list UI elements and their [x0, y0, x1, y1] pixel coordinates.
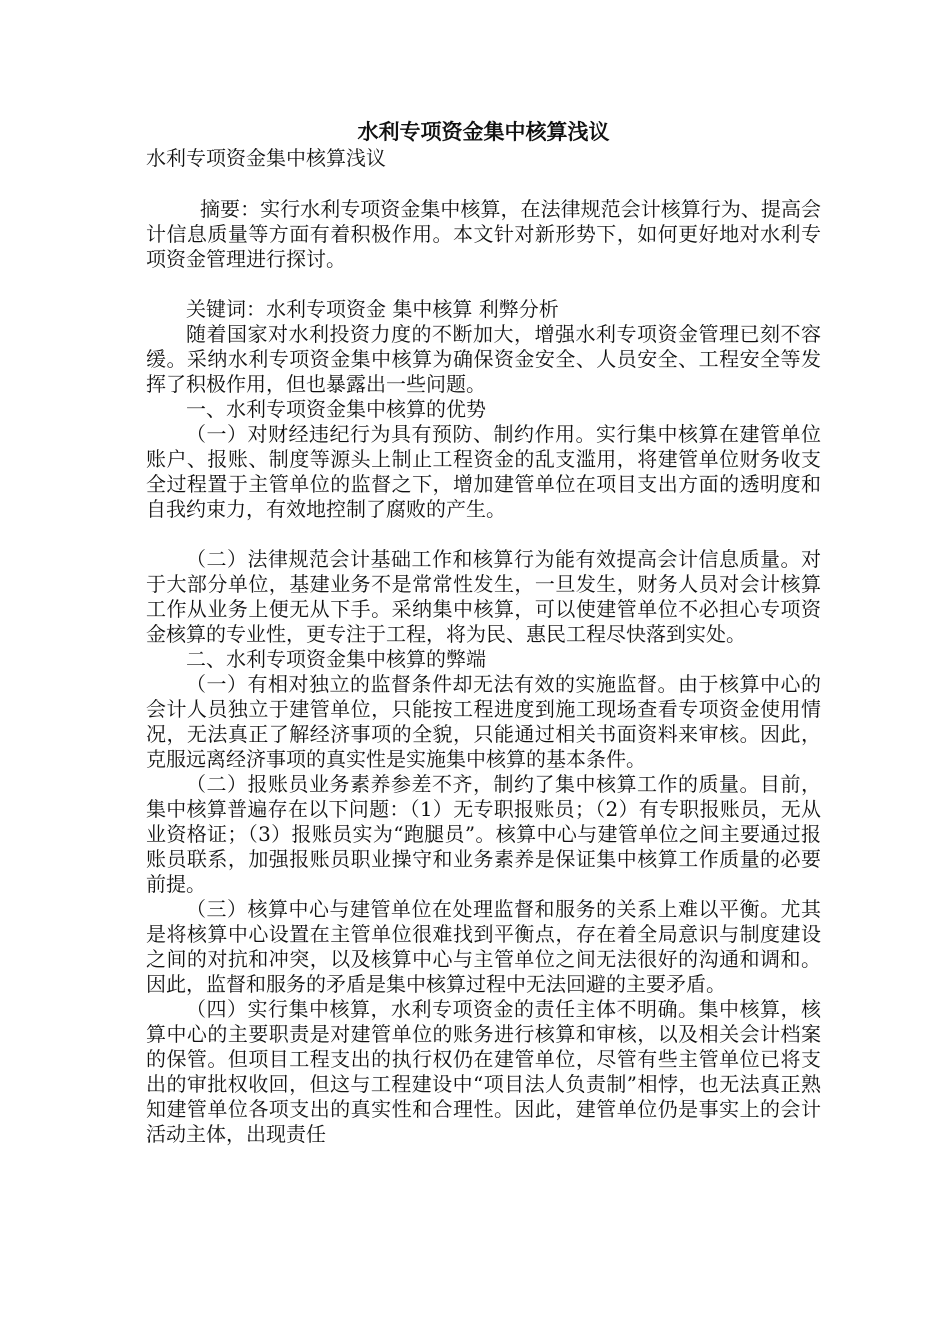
body-paragraph: （四）实行集中核算，水利专项资金的责任主体不明确。集中核算，核算中心的主要职责是对建管单位的账务进行核算和审核，以及相关会计档案的保管。但项目工程支出的执行权仍在建管单位，尽管有些主管单位已将支出的审批权收回，但这与工程建设中“项目法人负责制”相悖，也无法真正熟知建管单位各项支出的真实性和合理性。因此，建管单位仍是事实上的会计活动主体，出现责任	[146, 997, 821, 1146]
body-paragraph: （一）有相对独立的监督条件却无法有效的实施监督。由于核算中心的会计人员独立于建管单位，只能按工程进度到施工现场查看专项资金使用情况，无法真正了解经济事项的全貌，只能通过相关书面资料来审核。因此，克服远离经济事项的真实性是实施集中核算的基本条件。	[146, 672, 821, 771]
section-heading: 二、水利专项资金集中核算的弊端	[186, 647, 486, 671]
body-paragraph: （二）法律规范会计基础工作和核算行为能有效提高会计信息质量。对于大部分单位，基建业务不是常常性发生，一旦发生，财务人员对会计核算工作从业务上便无从下手。采纳集中核算，可以使建管单位不必担心专项资金核算的专业性，更专注于工程，将为民、惠民工程尽快落到实处。	[146, 547, 821, 646]
document-title: 水利专项资金集中核算浅议	[357, 119, 610, 144]
body-paragraph: （一）对财经违纪行为具有预防、制约作用。实行集中核算在建管单位账户、报账、制度等源头上制止工程资金的乱支滥用，将建管单位财务收支全过程置于主管单位的监督之下，增加建管单位在项目支出方面的透明度和自我约束力，有效地控制了腐败的产生。	[146, 422, 821, 521]
keywords-line: 关键词：水利专项资金 集中核算 利弊分析	[186, 297, 559, 321]
document-page	[146, 118, 821, 1147]
section-heading: 一、水利专项资金集中核算的优势	[186, 397, 486, 421]
body-paragraph: （三）核算中心与建管单位在处理监督和服务的关系上难以平衡。尤其是将核算中心设置在主管单位很难找到平衡点，存在着全局意识与制度建设之间的对抗和冲突，以及核算中心与主管单位之间无法很好的沟通和调和。因此，监督和服务的矛盾是集中核算过程中无法回避的主要矛盾。	[146, 897, 821, 996]
body-paragraph: （二）报账员业务素养参差不齐，制约了集中核算工作的质量。目前，集中核算普遍存在以下问题：（1）无专职报账员；（2）有专职报账员，无从业资格证；（3）报账员实为“跑腿员”。核算中心与建管单位之间主要通过报账员联系，加强报账员职业操守和业务素养是保证集中核算工作质量的必要前提。	[146, 772, 821, 896]
document-subtitle: 水利专项资金集中核算浅议	[146, 146, 386, 170]
body-paragraph: 随着国家对水利投资力度的不断加大，增强水利专项资金管理已刻不容缓。采纳水利专项资金集中核算为确保资金安全、人员安全、工程安全等发挥了积极作用，但也暴露出一些问题。	[146, 322, 821, 396]
abstract-paragraph: 摘要：实行水利专项资金集中核算，在法律规范会计核算行为、提高会计信息质量等方面有着积极作用。本文针对新形势下，如何更好地对水利专项资金管理进行探讨。	[146, 197, 821, 271]
